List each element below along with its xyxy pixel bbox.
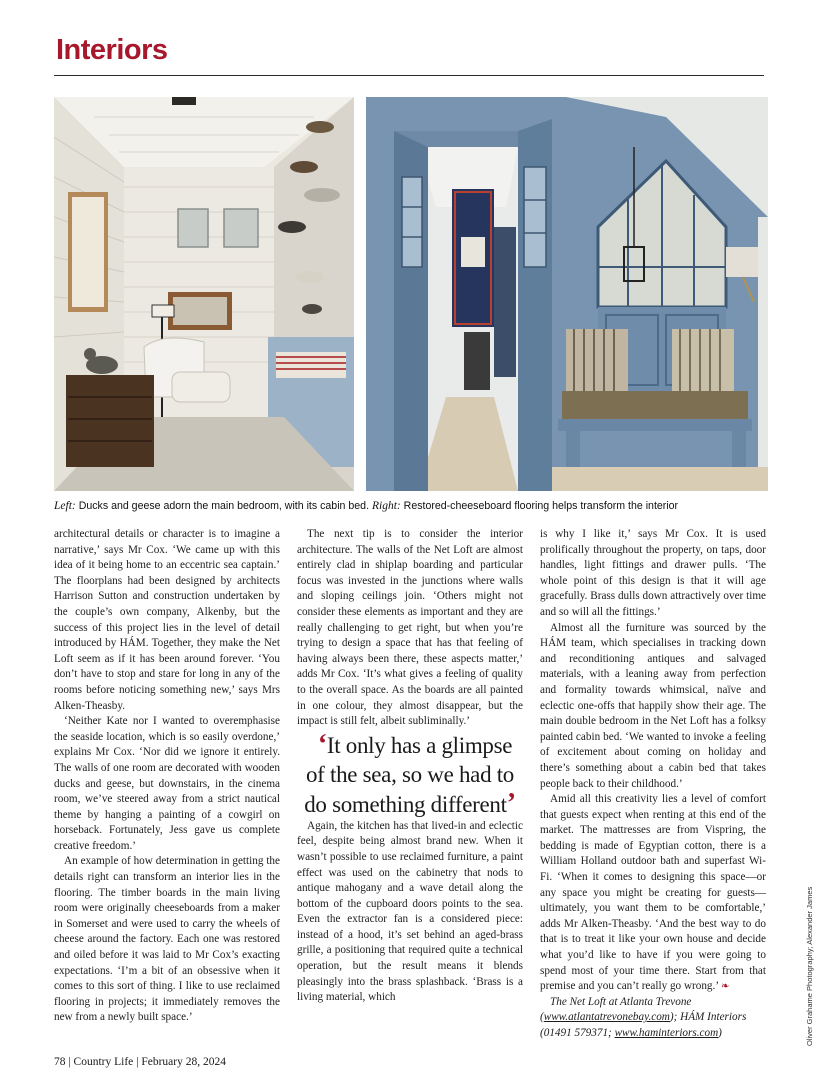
caption-right-tag: Right: (371, 500, 401, 512)
duck-decoy-icon (278, 221, 306, 233)
paragraph-text: Amid all this creativity lies a level of comfort that guests expect when renting at this end of the market. The mattresses are from Vispring, the bedding is made of Egyptian cotton, there is a William Holland outdoor bath and superfast Wi-Fi. ‘When it comes to designing this space—or any space you might be creating for guests—ultimately, you want them to be comfortable,’ adds Mr Alken-Theasby. ‘And the best way to do that is to treat it like your own house and decide what you’d like to have if you were going to spend most of your time there. Start from that premise and you can’t really go wrong.’ (540, 793, 766, 993)
window-seat-cushion-icon (562, 391, 748, 419)
ham-interiors-link[interactable]: www.haminteriors.com (614, 1027, 719, 1039)
mirror-icon (173, 297, 227, 325)
bedroom-illustration (54, 97, 354, 491)
caption-right-text: Restored-cheeseboard flooring helps transform the interior (403, 500, 679, 512)
skylight-icon (224, 209, 258, 247)
paragraph: The next tip is to consider the interior architecture. The walls of the Net Loft are almost entirely clad in shiplap boarding and particular focus was invested in the junctions where walls and sloping ceilings join. ‘Others might not consider these elements as important and they are really challenging to get right, but when you’re trying to design a space that has that feeling of having always been there, these aspects matter,’ adds Mr Cox. ‘It’s what gives a feeling of quality to the overall space. As the boards are all painted in one colour, they almost disappear, but the impact is still felt, albeit subliminally.’ (297, 528, 523, 728)
credit-mid: ); HÁM Interiors (01491 579371; (540, 1011, 747, 1039)
duck-decoy-icon (302, 304, 322, 314)
striped-cushion-icon (672, 329, 734, 391)
quote-close-mark: ’ (506, 787, 516, 819)
chest-of-drawers-icon (66, 375, 154, 467)
pull-quote-text: It only has a glimpse of the sea, so we had to do something different (304, 732, 515, 817)
window-seat-photo (366, 97, 768, 491)
caption-left-tag: Left: (54, 500, 76, 512)
wall-lamp-icon (726, 247, 760, 277)
window-seat-illustration (366, 97, 768, 491)
paragraph: An example of how determination in getting the details right can transform an interior lies in the flooring. The timber boards in the main living room were originally cheeseboards from a maker in Somerset and were used to carry the wheels of cheese around the factory. Each one was restored and oiled before it was laid to Mr Cox’s exacting expectations. ‘I’m a bit of an obsessive when it comes to this sort of thing. I like to use reclaimed flooring in projects; it immediately removes the new from a newly built space.’ (54, 855, 280, 1024)
duck-decoy-icon (290, 161, 318, 173)
end-mark-icon: ❧ (721, 981, 730, 993)
quote-open-mark: ‘ (317, 728, 327, 760)
pull-quote (297, 730, 523, 819)
paragraph: architectural details or character is to imagine a narrative,’ says Mr Cox. ‘We came up with this idea of it being home to an eccentric sea captain.’ The floorplans had been designed by architects Harrison Sutton and construction undertaken by the couple’s own company, Alkenby, but the success of this project lies in the level of detail introduced by HÁM. Together, they make the Net Loft seem as if it has been around forever. ‘You don’t have to stop and stare for long in any of the rooms before noticing something new,’ says Mrs Alken-Theasby. (54, 528, 280, 712)
credit-intro: The Net Loft at Atlanta Trevone ( (540, 995, 692, 1024)
duck-decoy-icon (306, 121, 334, 133)
text-column-2 (297, 527, 523, 1006)
header-rule (54, 75, 764, 76)
radiator-icon (464, 332, 490, 390)
bedroom-photo (54, 97, 354, 491)
text-column-3 (540, 527, 766, 1042)
section-title: Interiors (56, 34, 168, 66)
photo-caption (54, 499, 766, 513)
paragraph (540, 792, 766, 995)
paragraph: ‘Neither Kate nor I wanted to overemphasise the seaside location, which is so easily overdone,’ explains Mr Cox. ‘Nor did we ignore it entirely. The walls of one room are decorated with wooden ducks and geese, but downstairs, in the cinema room, we’ve steered away from a strict nautical theme by hanging a painting of a cowgirl on horseback. Fortunately, Jess gave us complete creative freedom.’ (54, 715, 280, 852)
caption-left-text: Ducks and geese adorn the main bedroom, with its cabin bed. (78, 500, 370, 512)
atlanta-trevone-link[interactable]: www.atlantatrevonebay.com (543, 1011, 670, 1024)
text-column-1 (54, 527, 280, 1026)
duck-decoy-icon (296, 271, 324, 283)
venue-credit (540, 995, 766, 1042)
paragraph: is why I like it,’ says Mr Cox. It is used prolifically throughout the property, on taps, door handles, light fittings and drawer pulls. ‘The whole point of this design is that it will age gracefully. Brass dulls down attractively over time and so will all the fittings.’ (540, 528, 766, 618)
skylight-icon (178, 209, 208, 247)
photo-credit: Oliver Grahame Photography; Alexander James (805, 886, 814, 1046)
credit-close: ) (718, 1027, 722, 1039)
striped-cushion-icon (566, 329, 628, 391)
paragraph: Again, the kitchen has that lived-in and eclectic feel, despite being almost brand new. When it wasn’t possible to use reclaimed furniture, a paint effect was used on the cabinetry that nods to antique mahogany and a wave detail along the bottom of the cupboard doors points to the sea. Even the extractor fan is a considered piece: instead of a hood, it’s set behind an aged-brass grille, a positioning that required quite a technical operation, but the result means it blends pleasingly into the brass splashback. ‘Brass is a living material, which (297, 819, 523, 1004)
pendant-lamp-icon (172, 97, 196, 105)
page-folio: 78 | Country Life | February 28, 2024 (54, 1056, 226, 1068)
paragraph: Almost all the furniture was sourced by the HÁM team, which specialises in tracking down and reconditioning antiques and salvaged materials, with a leaning away from perfection and formality towards whimsical, naïve and eclectic one-offs that happily show their age. The main double bedroom in the Net Loft has a folksy painted cabin bed. ‘We wanted to invoke a feeling of excitement about coming on holiday and there’s something about a cabin bed that takes people back to their childhood.’ (540, 621, 766, 790)
goose-decoy-icon (304, 188, 340, 202)
framed-chart-icon (72, 197, 104, 307)
